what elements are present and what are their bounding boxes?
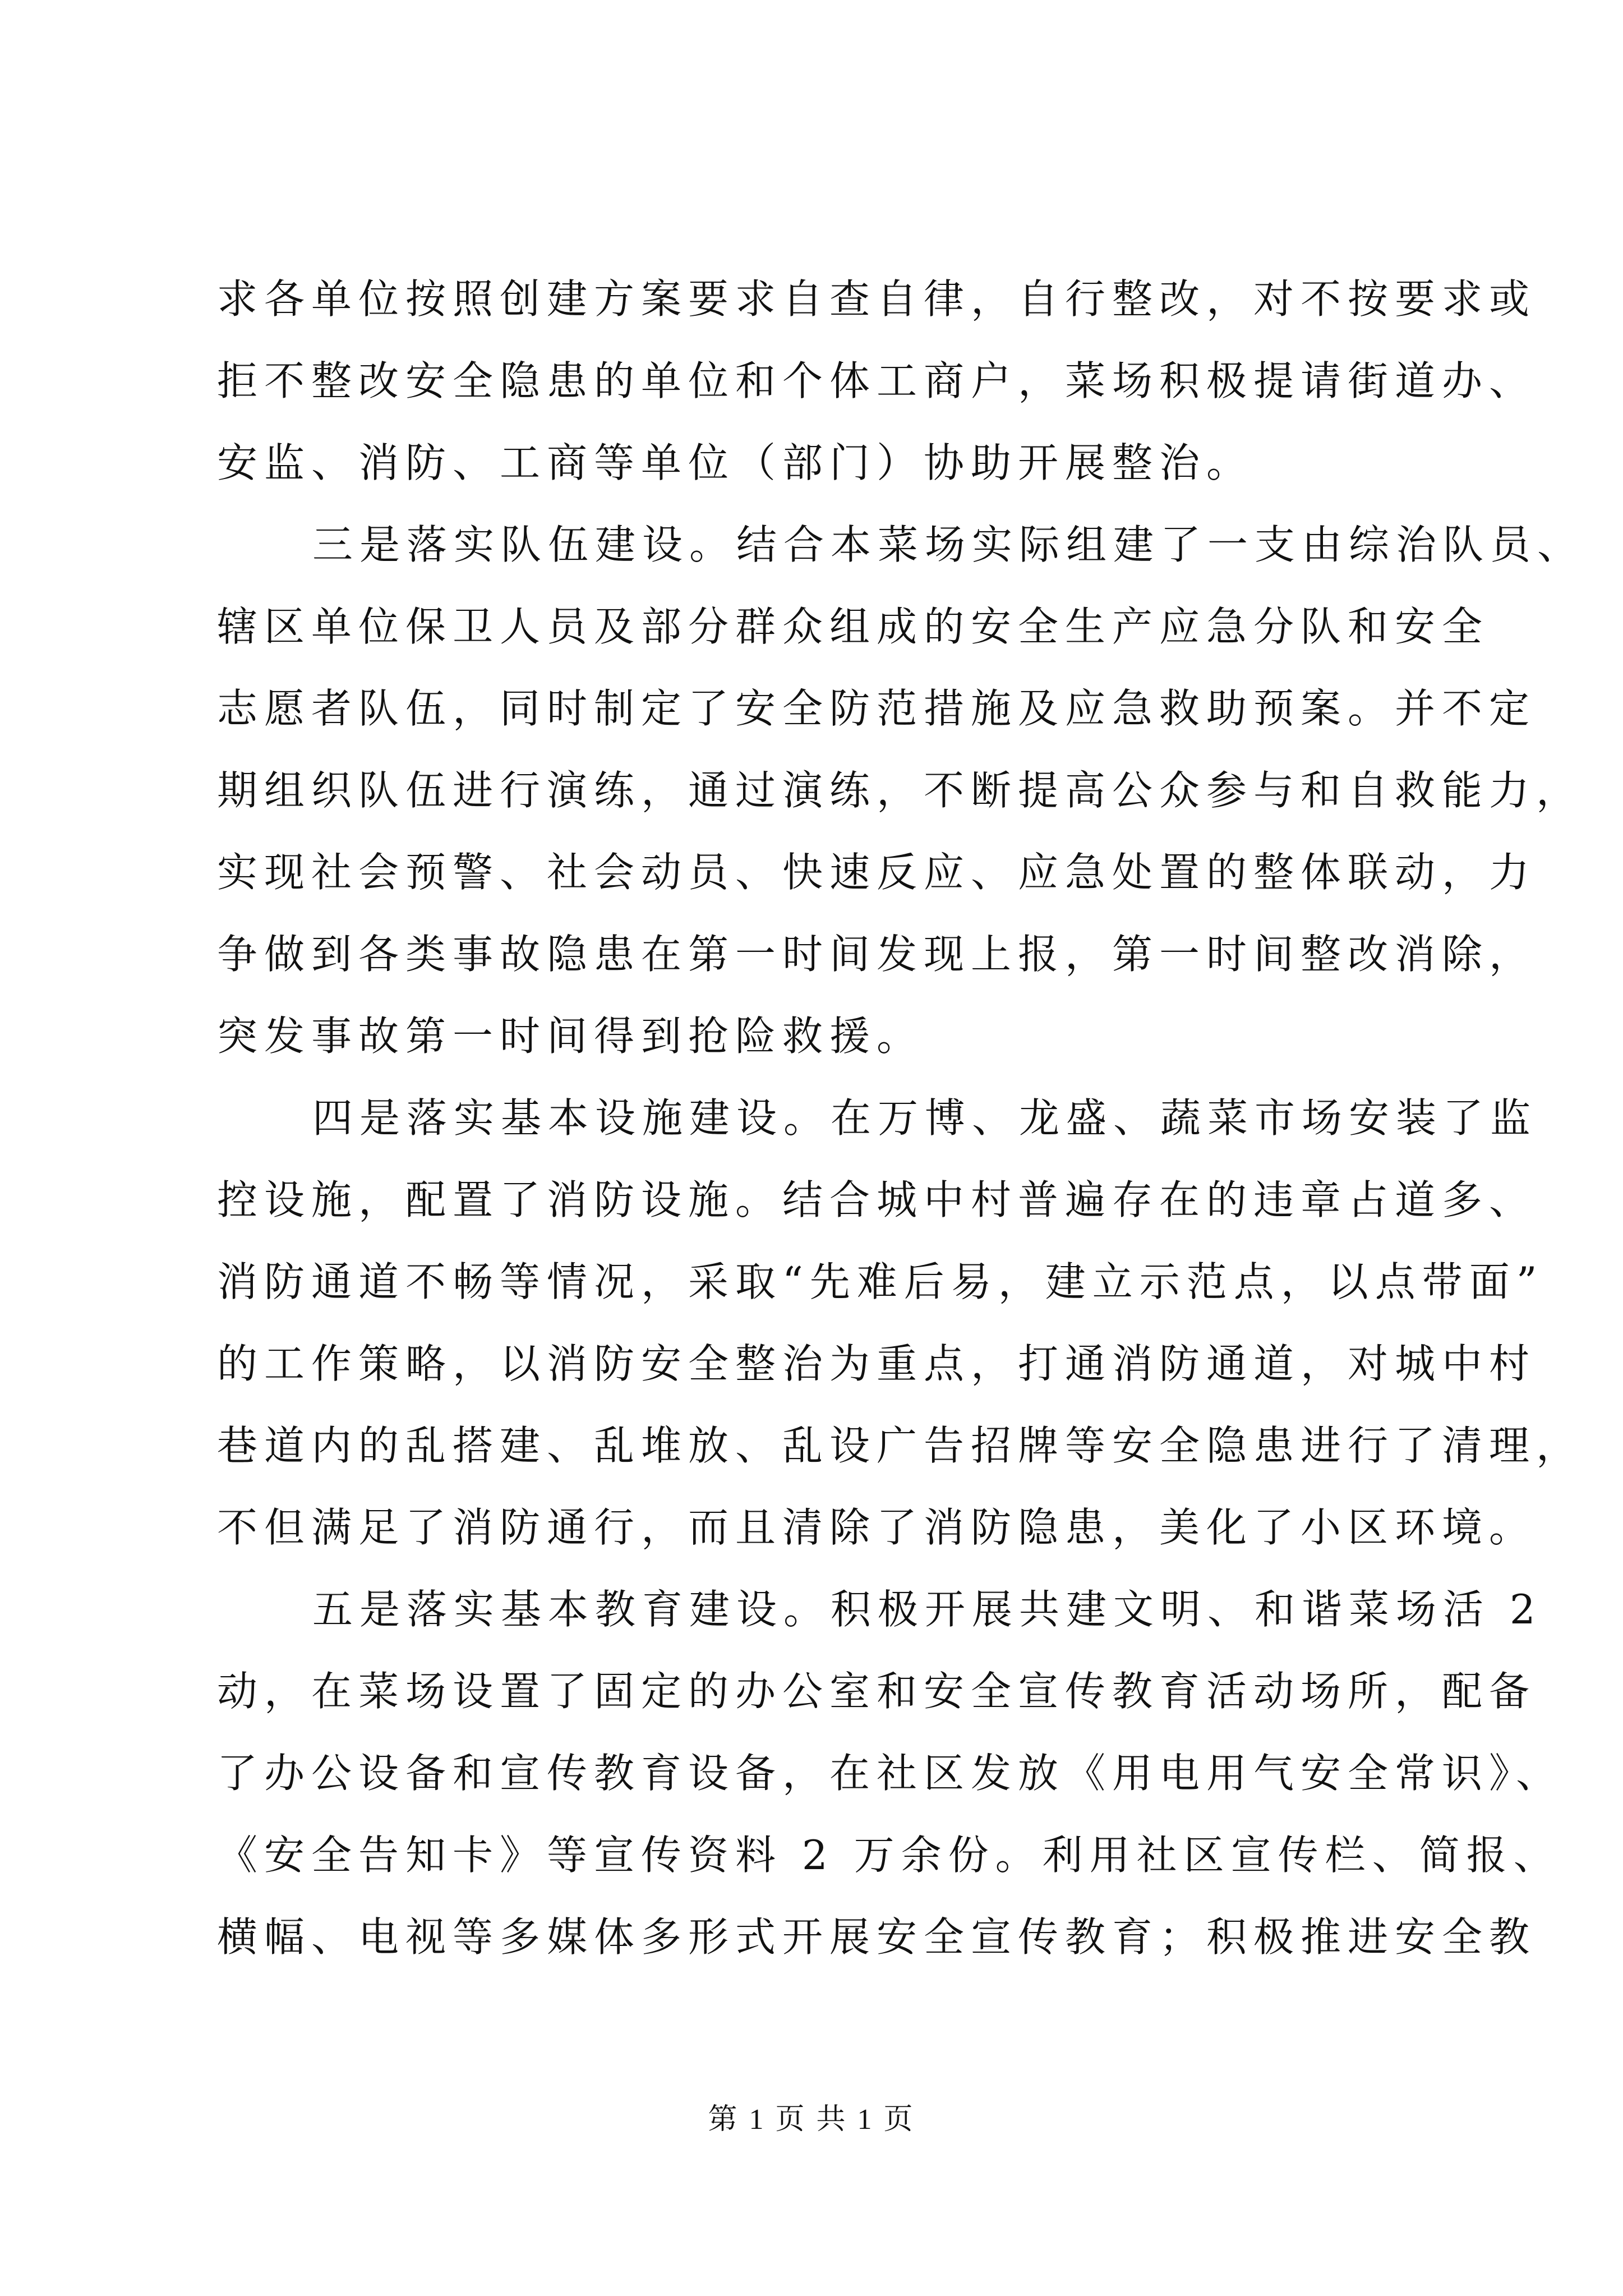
text-line: 的工作策略，以消防安全整治为重点，打通消防通道，对城中村 <box>217 1340 1537 1387</box>
text-line: 横幅、电视等多媒体多形式开展安全宣传教育；积极推进安全教 <box>217 1913 1537 1961</box>
text-line: 辖区单位保卫人员及部分群众组成的安全生产应急分队和安全 <box>217 603 1490 650</box>
text-line: 控设施，配置了消防设施。结合城中村普遍存在的违章占道多、 <box>217 1176 1537 1223</box>
text-line: 志愿者队伍，同时制定了安全防范措施及应急救助预案。并不定 <box>217 685 1537 732</box>
text-line: 安监、消防、工商等单位（部门）协助开展整治。 <box>217 439 1254 486</box>
text-line: 突发事故第一时间得到抢险救援。 <box>217 1013 924 1060</box>
text-line: 期组织队伍进行演练，通过演练，不断提高公众参与和自救能力， <box>217 767 1584 814</box>
paragraph-start-line: 三是落实队伍建设。结合本菜场实际组建了一支由综治队员、 <box>312 521 1585 568</box>
text-line: 不但满足了消防通行，而且清除了消防隐患，美化了小区环境。 <box>217 1504 1537 1551</box>
text-line: 了办公设备和宣传教育设备，在社区发放《用电用气安全常识》、 <box>217 1750 1564 1797</box>
page-footer: 第 1 页 共 1 页 <box>708 2104 915 2136</box>
document-body <box>217 258 1585 1978</box>
paragraph-start-line: 四是落实基本设施建设。在万博、龙盛、蔬菜市场安装了监 <box>312 1094 1538 1142</box>
text-line: 求各单位按照创建方案要求自查自律，自行整改，对不按要求或 <box>217 275 1537 323</box>
text-line: 拒不整改安全隐患的单位和个体工商户，菜场积极提请街道办、 <box>217 357 1537 404</box>
text-line: 动，在菜场设置了固定的办公室和安全宣传教育活动场所，配备 <box>217 1668 1537 1715</box>
text-line: 巷道内的乱搭建、乱堆放、乱设广告招牌等安全隐患进行了清理， <box>217 1422 1584 1469</box>
paragraph-start-line: 五是落实基本教育建设。积极开展共建文明、和谐菜场活 2 <box>312 1586 1542 1633</box>
text-line: 实现社会预警、社会动员、快速反应、应急处置的整体联动，力 <box>217 849 1537 896</box>
text-line: 消防通道不畅等情况，采取“先难后易，建立示范点，以点带面” <box>217 1258 1544 1305</box>
text-line: 争做到各类事故隐患在第一时间发现上报，第一时间整改消除， <box>217 931 1537 978</box>
text-line: 《安全告知卡》等宣传资料 2 万余份。利用社区宣传栏、简报、 <box>217 1832 1561 1879</box>
